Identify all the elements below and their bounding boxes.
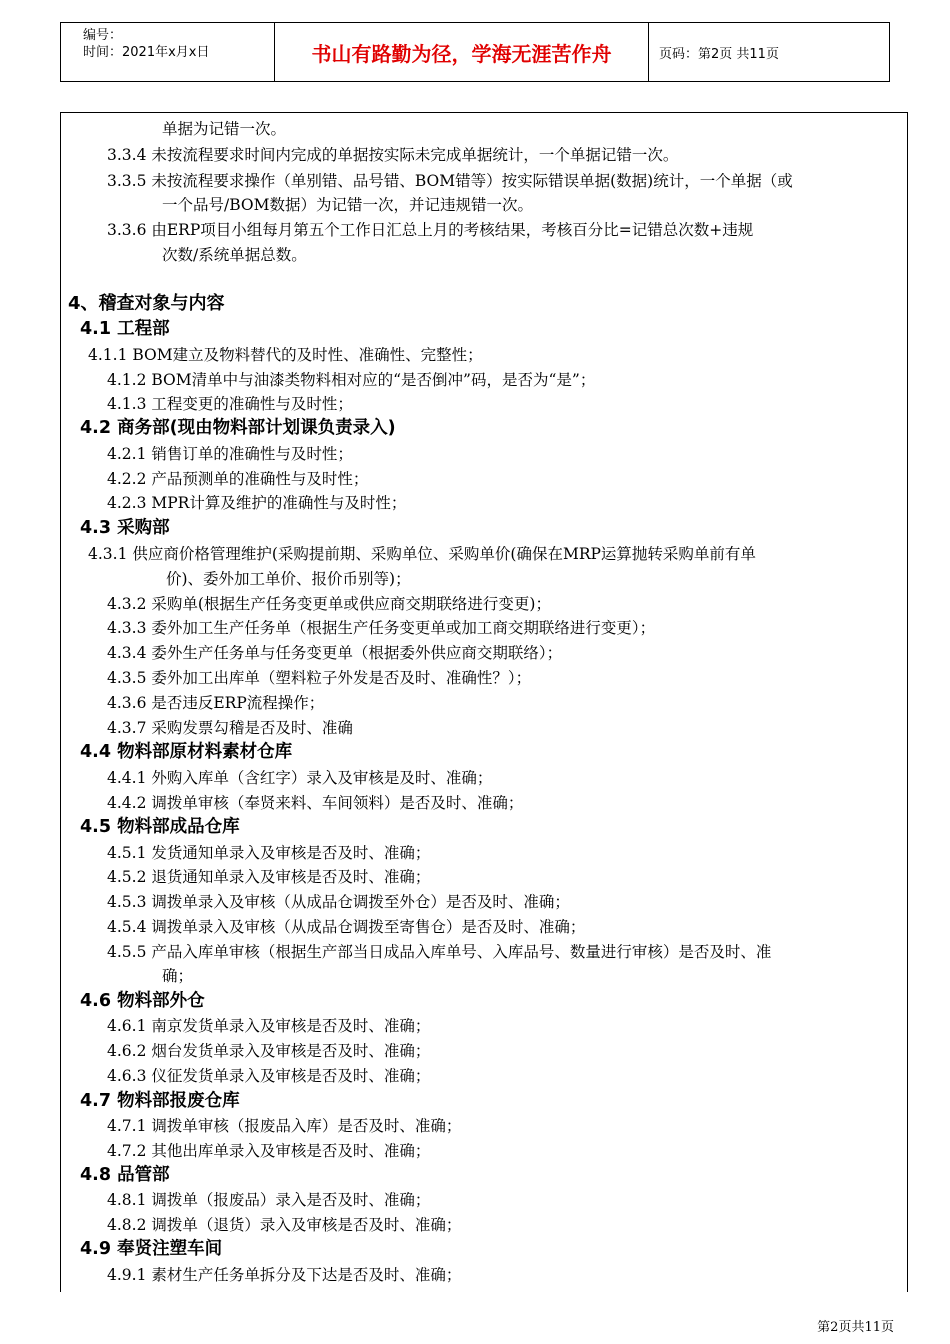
- text-line: 4.7.2 其他出库单录入及审核是否及时、准确；: [107, 1142, 431, 1160]
- subsection-heading: 4.8 品管部: [80, 1165, 170, 1185]
- text-line: 次数/系统单据总数。: [162, 246, 307, 264]
- doc-code-label: 编号：: [83, 28, 123, 43]
- text-line: 4.9.1 素材生产任务单拆分及下达是否及时、准确；: [107, 1266, 462, 1284]
- text-line: 4.3.7 采购发票勾稽是否及时、准确: [107, 719, 353, 737]
- subsection-heading: 4.1 工程部: [80, 319, 170, 339]
- text-line: 4.5.3 调拨单录入及审核（从成品仓调拨至外仓）是否及时、准确；: [107, 893, 570, 911]
- text-line: 4.1.2 BOM清单中与油漆类物料相对应的“是否倒冲”码，是否为“是”；: [107, 371, 596, 389]
- text-line: 4.2.3 MPR计算及维护的准确性与及时性；: [107, 494, 407, 512]
- text-line: 4.5.1 发货通知单录入及审核是否及时、准确；: [107, 844, 431, 862]
- text-line: 3.3.4 未按流程要求时间内完成的单据按实际未完成单据统计，一个单据记错一次。: [107, 146, 679, 164]
- page-footer: 第2页共11页: [817, 1320, 894, 1335]
- subsection-heading: 4.3 采购部: [80, 518, 170, 538]
- text-line: 4.4.2 调拨单审核（奉贤来料、车间领料）是否及时、准确；: [107, 794, 524, 812]
- text-line: 4.6.1 南京发货单录入及审核是否及时、准确；: [107, 1017, 431, 1035]
- subsection-heading: 4.2 商务部(现由物料部计划课负责录入): [80, 418, 396, 438]
- subsection-heading: 4.9 奉贤注塑车间: [80, 1239, 223, 1259]
- text-line: 4.4.1 外购入库单（含红字）录入及审核是及时、准确；: [107, 769, 493, 787]
- text-line: 3.3.5 未按流程要求操作（单别错、品号错、BOM错等）按实际错误单据(数据)统计，一个单据（或: [107, 172, 793, 190]
- text-line: 4.3.3 委外加工生产任务单（根据生产任务变更单或加工商交期联络进行变更）；: [107, 619, 656, 637]
- text-line: 4.1.3 工程变更的准确性与及时性；: [107, 395, 353, 413]
- header-page-number: 页码：第2页 共11页: [659, 46, 779, 62]
- text-line: 4.3.4 委外生产任务单与任务变更单（根据委外供应商交期联络）；: [107, 644, 563, 662]
- text-line: 4.7.1 调拨单审核（报废品入库）是否及时、准确；: [107, 1117, 462, 1135]
- page-header: [60, 22, 890, 82]
- text-line: 4.3.5 委外加工出库单（塑料粒子外发是否及时、准确性？）；: [107, 669, 532, 687]
- text-line: 确；: [162, 967, 194, 985]
- subsection-heading: 4.4 物料部原材料素材仓库: [80, 742, 293, 762]
- text-line: 单据为记错一次。: [162, 120, 287, 138]
- text-line: 4.2.1 销售订单的准确性与及时性；: [107, 445, 353, 463]
- doc-date-label: 时间：2021年x月x日: [83, 45, 210, 60]
- text-line: 4.5.2 退货通知单录入及审核是否及时、准确；: [107, 868, 431, 886]
- header-meta: [61, 23, 275, 81]
- text-line: 4.8.1 调拨单（报废品）录入是否及时、准确；: [107, 1191, 431, 1209]
- text-line: 4.6.3 仪征发货单录入及审核是否及时、准确；: [107, 1067, 431, 1085]
- text-line: 4.6.2 烟台发货单录入及审核是否及时、准确；: [107, 1042, 431, 1060]
- text-line: 4.5.5 产品入库单审核（根据生产部当日成品入库单号、入库品号、数量进行审核）是否及时、准: [107, 943, 772, 961]
- subsection-heading: 4.5 物料部成品仓库: [80, 817, 240, 837]
- header-motto: 书山有路勤为径，学海无涯苦作舟: [275, 23, 649, 81]
- text-line: 4.5.4 调拨单录入及审核（从成品仓调拨至寄售仓）是否及时、准确；: [107, 918, 586, 936]
- text-line: 3.3.6 由ERP项目小组每月第五个工作日汇总上月的考核结果，考核百分比=记错总次数+违规: [107, 221, 754, 239]
- text-line: 4.3.2 采购单(根据生产任务变更单或供应商交期联络进行变更)；: [107, 595, 551, 613]
- subsection-heading: 4.7 物料部报废仓库: [80, 1091, 240, 1111]
- text-line: 4.1.1 BOM建立及物料替代的及时性、准确性、完整性；: [88, 346, 483, 364]
- text-line: 一个品号/BOM数据）为记错一次，并记违规错一次。: [162, 196, 533, 214]
- section-heading: 4、稽查对象与内容: [68, 293, 225, 314]
- subsection-heading: 4.6 物料部外仓: [80, 991, 205, 1011]
- text-line: 价)、委外加工单价、报价币别等)；: [166, 570, 411, 588]
- text-line: 4.3.6 是否违反ERP流程操作；: [107, 694, 325, 712]
- text-line: 4.8.2 调拨单（退货）录入及审核是否及时、准确；: [107, 1216, 462, 1234]
- text-line: 4.2.2 产品预测单的准确性与及时性；: [107, 470, 369, 488]
- text-line: 4.3.1 供应商价格管理维护(采购提前期、采购单位、采购单价(确保在MRP运算抛转采购单前有单: [88, 545, 756, 563]
